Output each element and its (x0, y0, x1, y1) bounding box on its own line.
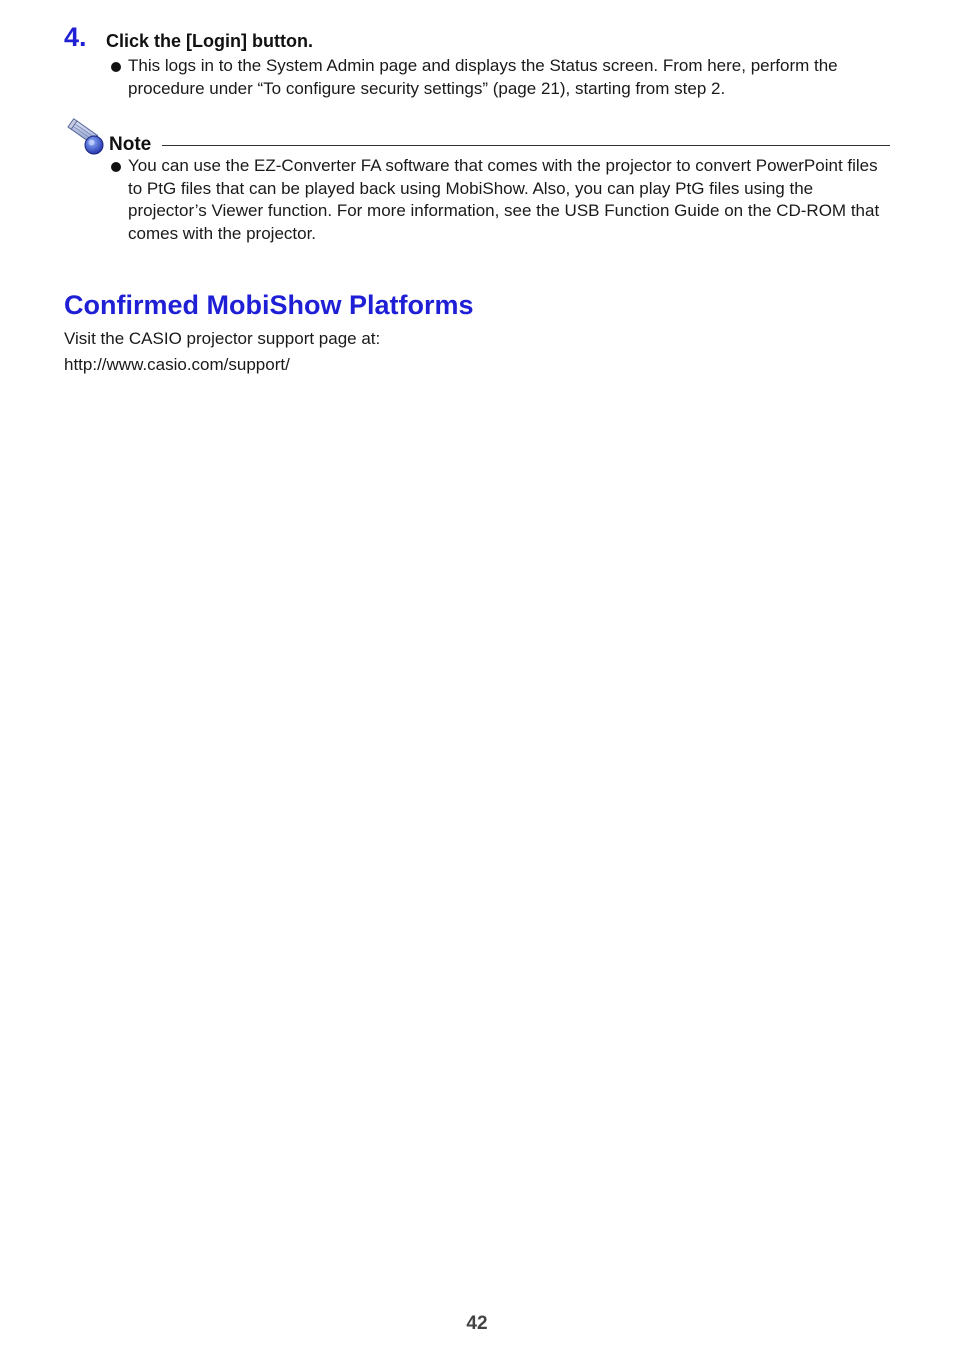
note-label: Note (109, 134, 152, 155)
note-bullet-list (64, 155, 890, 245)
note-divider (162, 145, 890, 146)
list-item (64, 55, 894, 100)
bullet-text: You can use the EZ-Converter FA software that comes with the projector to convert PowerPoint files to PtG files that can be played back using MobiShow. Also, you can play PtG files using the projector’s Viewer function. For more information, see the USB Function Guide on the CD-ROM that comes with the projector. (128, 156, 880, 243)
note-pencil-icon (64, 118, 106, 156)
paragraph-support-intro: Visit the CASIO projector support page at: (64, 329, 381, 348)
bullet-dot-icon (111, 62, 121, 72)
list-item (64, 155, 890, 245)
step-title: Click the [Login] button. (106, 31, 313, 51)
note-box (64, 118, 890, 243)
step-number: 4. (64, 22, 87, 52)
bullet-dot-icon (111, 162, 121, 172)
note-header (64, 118, 890, 158)
bullet-text: This logs in to the System Admin page and displays the Status screen. From here, perform the procedure under “To configure security settings” (page 21), starting from step 2. (128, 56, 838, 98)
step-bullet-list (64, 55, 894, 100)
support-url: http://www.casio.com/support/ (64, 355, 290, 374)
page-number: 42 (466, 1313, 488, 1334)
section-title: Confirmed MobiShow Platforms (64, 290, 474, 320)
